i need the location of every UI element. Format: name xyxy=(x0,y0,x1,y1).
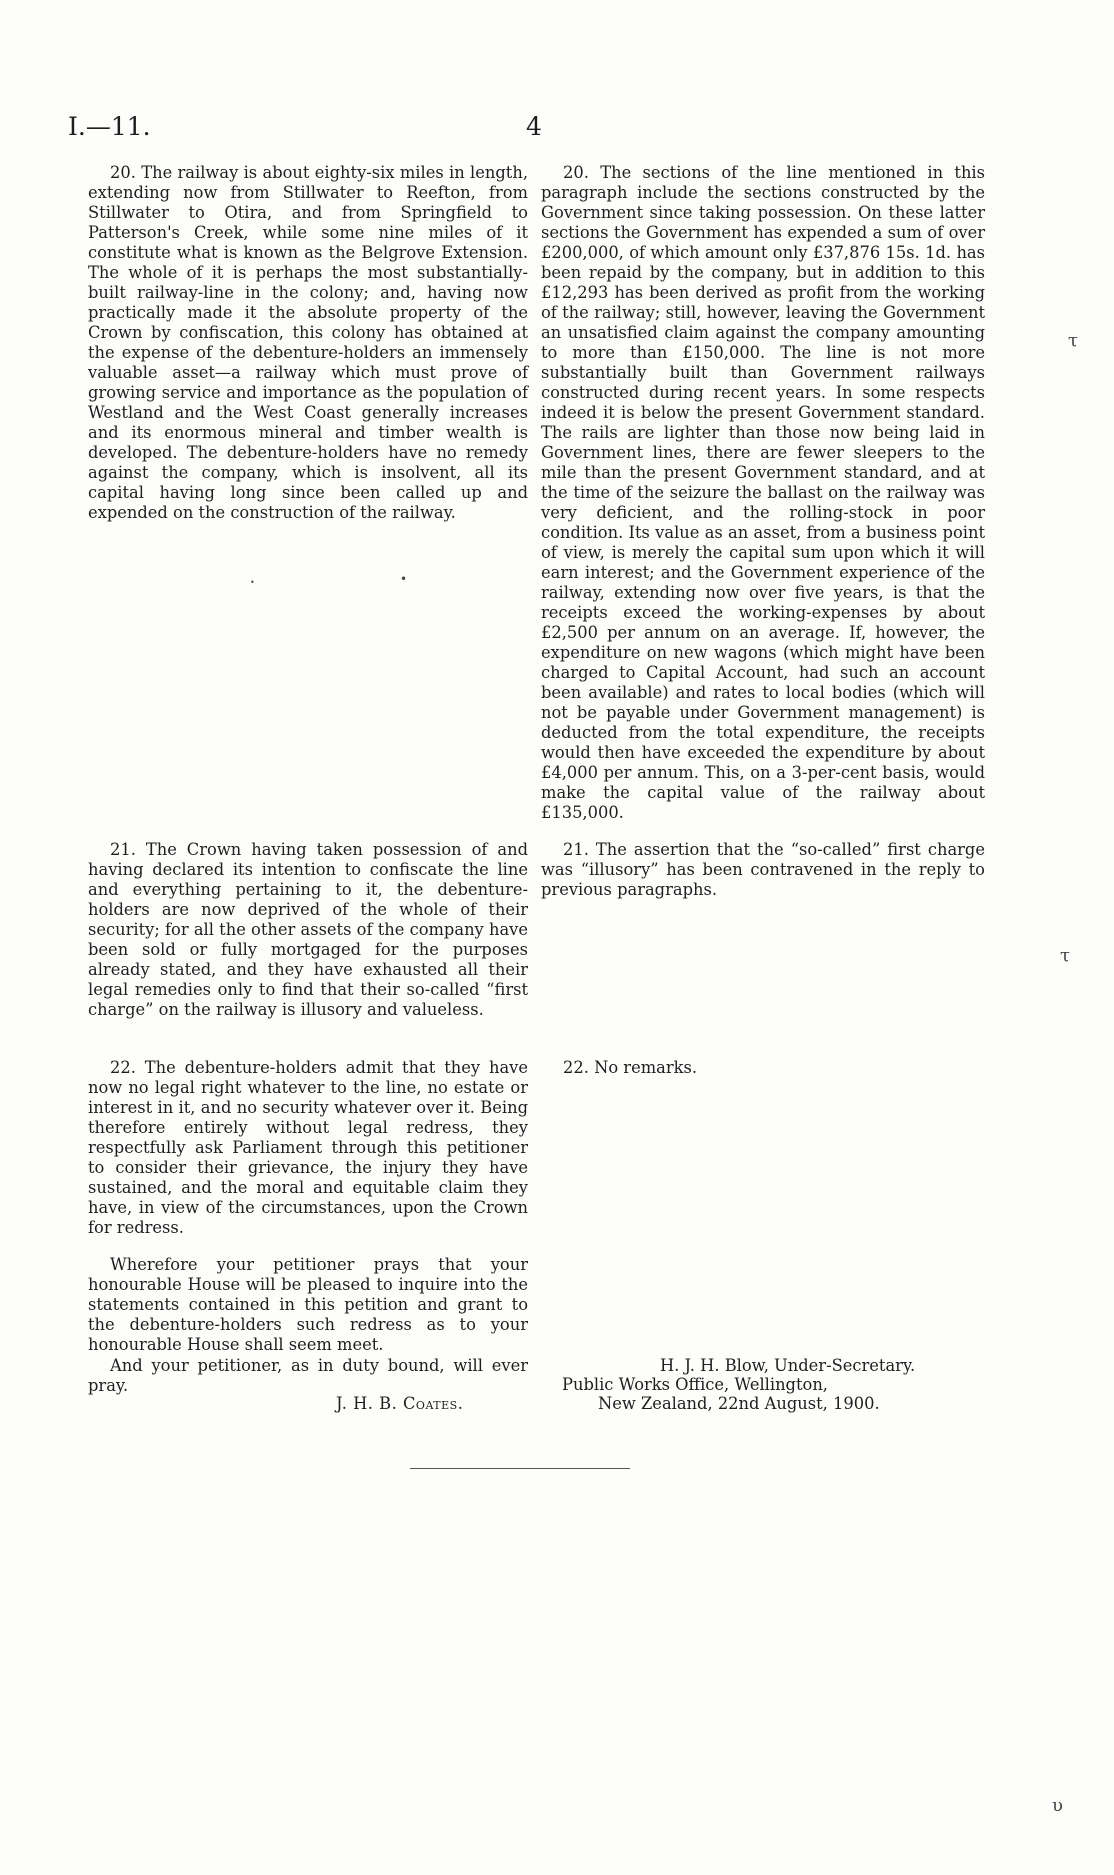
closing-rule xyxy=(410,1468,630,1469)
page-number: 4 xyxy=(526,112,542,141)
petition-paragraph-21: 21. The Crown having taken possession of and having declared its intention to confiscate the line and everything pertaining to it, the debenture-holders are now deprived of the whole of their security; for all the other assets of the company have been sold or fully mortgaged for the purposes already stated, and they have exhausted all their legal remedies only to find that their so-called “first charge” on the railway is illusory and valueless. xyxy=(88,840,528,1019)
margin-mark: τ xyxy=(1060,945,1070,966)
under-secretary-signature: H. J. H. Blow, Under-Secretary. xyxy=(660,1356,916,1375)
petition-closing: And your petitioner, as in duty bound, will ever pray. xyxy=(88,1356,528,1395)
speck-mark: • xyxy=(400,572,408,586)
petition-paragraph-22: 22. The debenture-holders admit that they have now no legal right whatever to the line, no estate or interest in it, and no security whatever over it. Being therefore entirely without legal redress, they respectfully ask Parliament through this petitioner to consider their grievance, the injury they have sustained, and the moral and equitable claim they have, in view of the circumstances, upon the Crown for redress. xyxy=(88,1058,528,1237)
speck-mark: • xyxy=(250,578,255,587)
reply-paragraph-22: 22. No remarks. xyxy=(563,1058,698,1077)
document-reference: I.—11. xyxy=(68,112,151,141)
margin-mark: υ xyxy=(1052,1795,1063,1816)
petitioner-signature: J. H. B. Coates. xyxy=(336,1394,464,1413)
petition-paragraph-20: 20. The railway is about eighty-six miles in length, extending now from Stillwater to Reefton, from Stillwater to Otira, and from Springfield to Patterson's Creek, while some nine miles of it constitute what is known as the Belgrove Extension. The whole of it is perhaps the most substantially-built railway-line in the colony; and, having now practically made it the absolute property of the Crown by confiscation, this colony has obtained at the expense of the debenture-holders an immensely valuable asset—a railway which must prove of growing service and importance as the population of Westland and the West Coast generally increases and its enormous mineral and timber wealth is developed. The debenture-holders have no remedy against the company, which is insolvent, all its capital having long since been called up and expended on the construction of the railway. xyxy=(88,163,528,522)
petition-prayer: Wherefore your petitioner prays that your honourable House will be pleased to inquire into the statements contained in this petition and grant to the debenture-holders such redress as to your honourable House shall seem meet. xyxy=(88,1255,528,1354)
margin-mark: τ xyxy=(1068,330,1078,351)
reply-paragraph-21: 21. The assertion that the “so-called” first charge was “illusory” has been contravened in the reply to previous paragraphs. xyxy=(541,840,985,899)
office-address-line: Public Works Office, Wellington, xyxy=(562,1375,828,1394)
office-date-line: New Zealand, 22nd August, 1900. xyxy=(598,1394,880,1413)
reply-paragraph-20: 20. The sections of the line mentioned in this paragraph include the sections constructed by the Government since taking possession. On these latter sections the Government has expended a sum of over £200,000, of which amount only £37,876 15s. 1d. has been repaid by the company, but in addition to this £12,293 has been derived as profit from the working of the railway; still, however, leaving the Government an unsatisfied claim against the company amounting to more than £150,000. The line is not more substantially built than Government railways constructed during recent years. In some respects indeed it is below the present Government standard. The rails are lighter than those now being laid in Government lines, there are fewer sleepers to the mile than the present Government standard, and at the time of the seizure the ballast on the railway was very deficient, and the rolling-stock in poor condition. Its value as an asset, from a business point of view, is merely the capital sum upon which it will earn interest; and the Government experience of the railway, extending now over five years, is that the receipts exceed the working-expenses by about £2,500 per annum on an average. If, however, the expenditure on new wagons (which might have been charged to Capital Account, had such an account been available) and rates to local bodies (which will not be payable under Government management) is deducted from the total expenditure, the receipts would then have exceeded the expenditure by about £4,000 per annum. This, on a 3-per-cent basis, would make the capital value of the railway about £135,000. xyxy=(541,163,985,822)
